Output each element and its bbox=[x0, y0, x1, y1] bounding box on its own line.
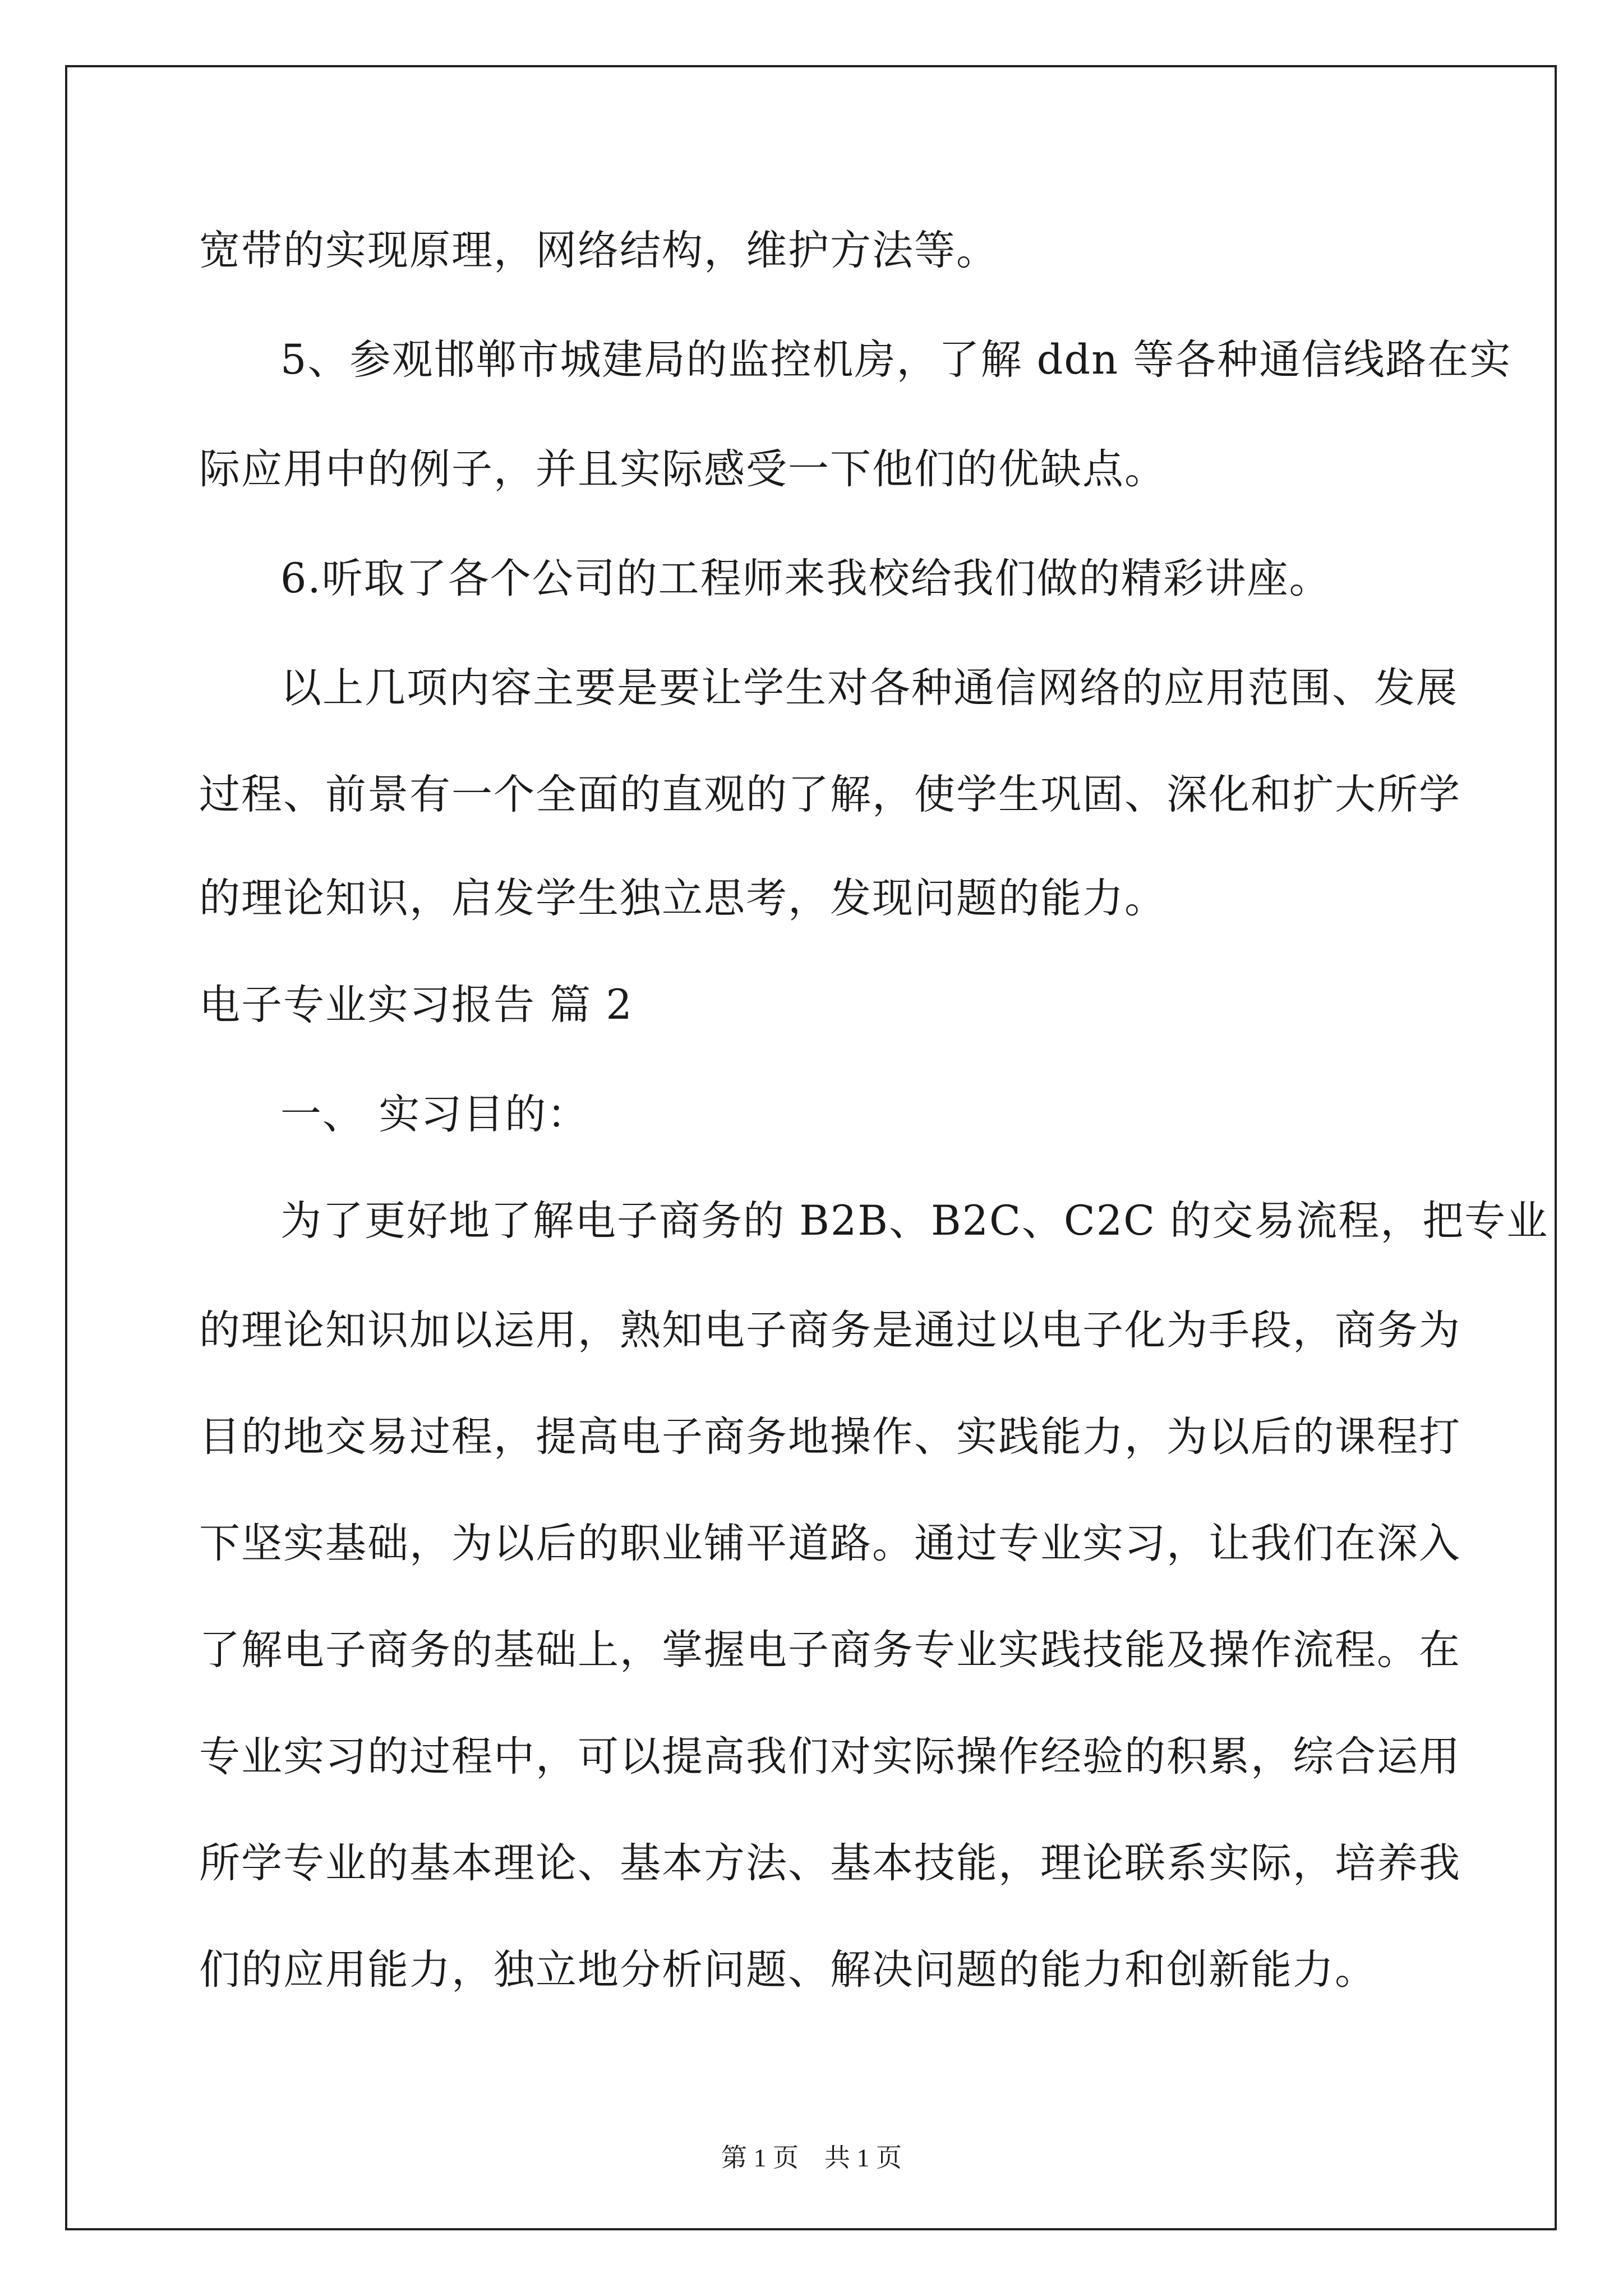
page-border bbox=[65, 65, 1557, 2230]
section-heading: 电子专业实习报告 篇 2 bbox=[199, 981, 633, 1029]
text-line: 的理论知识加以运用，熟知电子商务是通过以电子化为手段，商务为 bbox=[199, 1306, 1461, 1354]
text-line: 宽带的实现原理，网络结构，维护方法等。 bbox=[199, 227, 998, 274]
page-footer: 第 1 页 共 1 页 bbox=[721, 2143, 902, 2172]
text-line: 5、参观邯郸市城建局的监控机房，了解 ddn 等各种通信线路在实 bbox=[280, 336, 1512, 384]
subheading: 一、 实习目的： bbox=[280, 1091, 589, 1138]
text-line: 目的地交易过程，提高电子商务地操作、实践能力，为以后的课程打 bbox=[199, 1413, 1461, 1461]
text-line: 为了更好地了解电子商务的 B2B、B2C、C2C 的交易流程，把专业 bbox=[280, 1197, 1549, 1245]
text-line: 了解电子商务的基础上，掌握电子商务专业实践技能及操作流程。在 bbox=[199, 1626, 1461, 1674]
text-line: 以上几项内容主要是要让学生对各种通信网络的应用范围、发展 bbox=[280, 664, 1458, 712]
text-line: 专业实习的过程中，可以提高我们对实际操作经验的积累，综合运用 bbox=[199, 1733, 1461, 1780]
text-line: 的理论知识，启发学生独立思考，发现问题的能力。 bbox=[199, 875, 1166, 922]
text-line: 所学专业的基本理论、基本方法、基本技能，理论联系实际，培养我 bbox=[199, 1839, 1461, 1887]
text-line: 过程、前景有一个全面的直观的了解，使学生巩固、深化和扩大所学 bbox=[199, 771, 1461, 818]
text-line: 们的应用能力，独立地分析问题、解决问题的能力和创新能力。 bbox=[199, 1946, 1377, 1994]
text-line: 际应用中的例子，并且实际感受一下他们的优缺点。 bbox=[199, 445, 1166, 493]
text-line: 下坚实基础，为以后的职业铺平道路。通过专业实习，让我们在深入 bbox=[199, 1520, 1461, 1567]
text-line: 6.听取了各个公司的工程师来我校给我们做的精彩讲座。 bbox=[280, 555, 1331, 602]
